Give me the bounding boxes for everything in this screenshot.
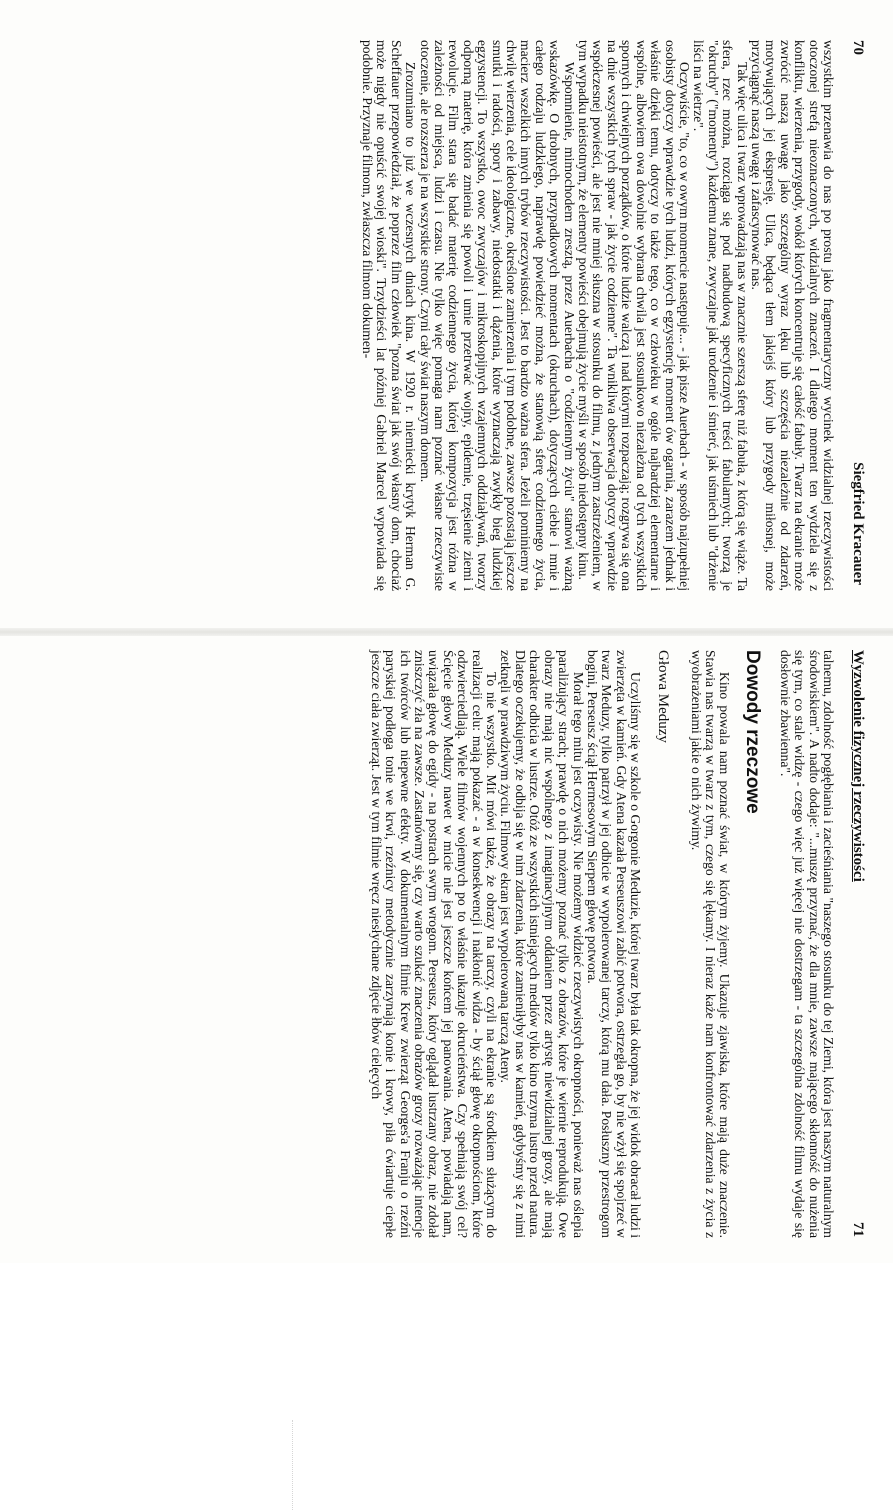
left-page-number: 70: [850, 40, 866, 55]
paragraph: Uczyliśmy się w szkole o Gorgonie Meduzie, której twarz była tak okropna, że jej widok obracał ludzi i zwierzęta w kamień. Gdy Atena kazała Perseuszowi zabić potwora, ostrzegła go, by nie wżył się spojrzeć w twarz Meduzy, tylko patrzył w jej odbicie w wypolerowanej tarczy, którą mu dała. Posłuszny przestrogom bogini, Perseusz ściął Hermesowym Sierpem głowę potwora.: [584, 650, 644, 1238]
scan-smudge: [262, 1420, 293, 1510]
paragraph: Kino powala nam poznać świat, w którym żyjemy. Ukazuje zjawiska, które mają duże znaczenie. Stawia nas twarzą w twarz z tym, czego się lękamy. I nieraz każe nam konfrontować zdarzenia z życia z wyobrażeniami jakie o nich żywimy.: [688, 650, 733, 1238]
paragraph: Wspomnienie, mimochodem zresztą, przez Auerbacha o "codziennym życiu" stanowi ważną wskazówkę. O drobnych, przypadkowych momentach (okruchach), dotyczących ciebie i mnie i całego rodzaju ludzkiego, naprawdę powiedzieć można, że stanowią sferę codziennego życia, macierz wszelkich innych trybów rzeczywistości. Jest to bardzo ważna sfera. Jeżeli pominiemy na chwilę wierzenia, cele ideologiczne, określone zamierzenia i tym podobne, zawsze pozostają jeszcze smutki i radości, spory i zabawy, niedostatki i dążenia, które wyznaczają zwykły bieg ludzkiej egzystencji. To wszystko, owoc zwyczajów i mikroskopijnych wzajemnych oddziaływań, tworzy odporną materię, która zmienia się powoli i umie przetrwać wojny, epidemie, trzęsienie ziemi i rewolucje. Film stara się badać materię codziennego życia, której kompozycja jest różna w zależności od miejsca, ludzi i czasu. Nie tylko więc pomaga nam poznać własne rzeczywiste otoczenie, ale rozszerza je na wszystkie strony. Czyni cały świat naszym domem.: [417, 40, 577, 591]
right-page: [0, 640, 893, 1263]
left-page-header: [847, 40, 869, 585]
right-text-column: [368, 650, 835, 1238]
paragraph: Tak więc ulica i twarz wprowadzają nas w znacznie szerszą sferę niż fabuła, z którą się wiąże. Ta sfera, rzec można, rozciąga się pod nadbudową specyficznych treści fabularnych; tworzą je "okruchy" ("momenty") każdemu znane, zwyczajne jak urodzenie i śmierć, jak uśmiech lub "drżenie liści na wietrze".: [691, 40, 750, 591]
paragraph: talnemu, zdolność pogłębiania i zacieśniania "naszego stosunku do tej Ziemi, która jest naszym naturalnym środowiskiem". A nadto dodaje: "...muszę przyznać, że dla mnie, zawsze mającego skłonność do nużenia się tym, co stale widzę - czego więc już więcej nie dostrzegam - ta szczególna zdolność filmu wydaje się dosłownie zbawienna".: [777, 650, 836, 1238]
section-heading: Dowody rzeczowe: [742, 650, 764, 814]
right-page-header: [847, 650, 869, 1237]
paragraph: Zrozumiano to już we wczesnych dniach kina. W 1920 r. niemiecki krytyk Herman G. Scheffauer przepowiedział, że poprzez film człowiek "pozna świat jak swój własny dom, chociaż może nigdy nie opuścić swojej wioski". Trzydzieści lat później Gabriel Marcel wypowiada się podobnie. Przyznaje filmom, zwłaszcza filmom dokumen-: [360, 40, 419, 591]
left-running-header: Siegfried Kracauer: [850, 462, 866, 585]
paragraph: Oczywiście, "to, co w owym momencie następuje... - jak pisze Auerbach - w sposób najzupełniej osobisty dotyczy wprawdzie tych ludzi, których egzystencję moment ów ogarnia, zarazem jednak i właśnie dzięki temu, dotyczy to także tego, co w człowieku w ogóle najbardziej elementarne i wspólne, albowiem owa dowolnie wybrana chwila jest stosunkowo niezależna od tych wszystkich spornych i chwiejnych porządków, o które ludzie walczą i nad którymi rozpaczają; rozgrywa się ona na dnie wszystkich tych spraw - jak życie codzienne". Ta wnikliwa obserwacja dotyczy wprawdzie współczesnej powieści, ale jest nie mniej słuszna w stosunku do filmu, z jednym zastrzeżeniem, w tym wypadku nieistotnym, że elementy powieści obejmują życie myśli w sposób niedostępny kinu.: [576, 40, 692, 591]
left-page: [0, 0, 893, 625]
right-page-number: 71: [850, 1222, 866, 1237]
right-running-header: Wyzwolenie fizycznej rzeczywistości: [850, 650, 866, 882]
page-gutter: [0, 628, 893, 636]
left-text-column: [360, 40, 835, 591]
subsection-heading: Głowa Meduzy: [655, 650, 672, 743]
paragraph: To nie wszystko. Mit mówi także, że obrazy na tarczy, czyli na ekranie są środkiem służącym do realizacji celu: mają pokazać - a w konsekwencji i nakłonić widza - by ściął głowę okropnościom, które odzwierciedlają. Wiele filmów wojennych po to właśnie ukazuje okrucieństwa. Czy spełniają swój cel? Ścięcie głowy Meduzy nawet w micie nie jest jeszcze końcem jej panowania. Atena, powiadają nam, uwiązała głowę do egidy - na postrach swym wrogom. Perseusz, który oglądał lustrzany obraz, nie zdołał zniszczyć zła na zawsze. Zastanówmy się, czy warto szukać znaczenia obrazów grozy rozważając intencje ich twórców lub niepewne efekty. W dokumentalnym filmie Krew zwierząt Georges'a Franju o rzeźni paryskiej podłoga tonie we krwi, rzeźnicy metodycznie zarzynają konie i krowy, piła ćwiartuje ciepłe jeszcze ciała zwierząt. Jest w tym filmie wręcz niesłychane zdjęcie łbów cielęcych: [368, 650, 500, 1238]
paragraph: wszystkim przenawia do nas po prostu jako fragmentaryczny wycinek widzialnej rzeczywistości otoczonej strefą nieoznaczonych, widzialnych znaczeń. I dlatego moment ten wydziela się z konfliktu, wierzenia, przygody, wokół których koncentruje się całość fabuły. Twarz na ekranie może zwrócić naszą uwagę jako szczególny wyraz lęku lub szczęścia niezależnie od zdarzeń, motywujących jej ekspresję. Ulica, będąca tłem jakiejś który lub przygody miłosnej, może przyciągnąć naszą uwagę i zafascynować nas.: [748, 40, 836, 591]
paragraph: Morał tego mitu jest oczywisty. Nie możemy widzieć rzeczywistych okropności, ponieważ nas oślepia paraliżujący strach; prawdę o nich możemy poznać tylko z obrazów, które je wiernie reprodukują. Owe obrazy nie mają nic wspólnego z imaginacyjnym oddaniem przez artystę niewidzialnej grozy, ale mają charakter odbicia w lustrze. Otóż ze wszystkich istniejących mediów tylko kino trzyma lustro przed natura. Dlatego oczekujemy, że odbija się w nim zdarzenia, które zamieniłyby nas w kamień, gdybyśmy się z nimi zetknęli w prawdziwym życiu. Filmowy ekran jest wypolerowaną tarczą Ateny.: [498, 650, 586, 1238]
